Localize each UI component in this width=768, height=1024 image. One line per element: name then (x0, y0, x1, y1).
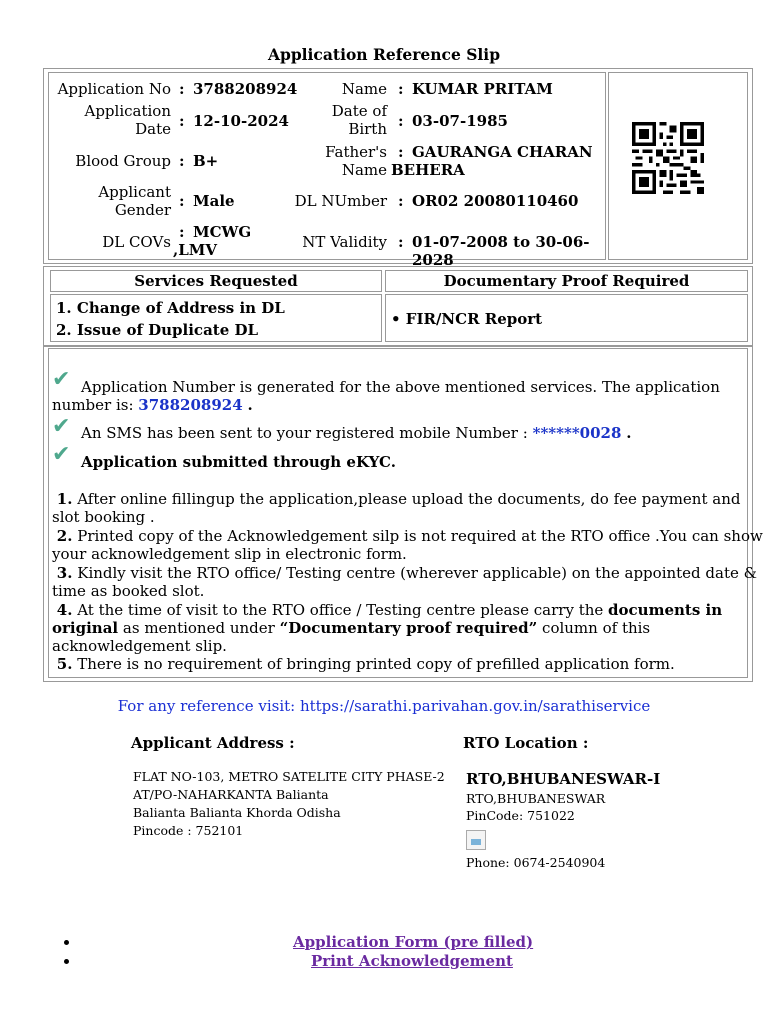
application-date-label-2: Date (135, 120, 171, 138)
note-4: 4. At the time of visit to the RTO office / Testing centre please carry the documents in (56, 601, 723, 619)
gender-value: Male (193, 192, 235, 210)
colon: : (179, 80, 185, 98)
blood-group-value: B+ (193, 152, 219, 170)
colon: : (398, 80, 404, 98)
note-2: 2. Printed copy of the Acknowledgement silp is not required at the RTO office .You can show (56, 527, 763, 545)
dob-label-1: Date of (331, 102, 387, 120)
application-no-label: Application No (57, 80, 171, 98)
father-label-1: Father's (325, 143, 387, 161)
dob-label-2: Birth (348, 120, 387, 138)
note-5: 5. There is no requirement of bringing printed copy of prefilled application form. (56, 655, 675, 673)
reference-url-text: For any reference visit: https://sarathi.parivahan.gov.in/sarathiservice (117, 697, 651, 715)
note-check-1a: Application Number is generated for the above mentioned services. The application (81, 378, 720, 396)
services-requested-header: Services Requested (50, 270, 382, 292)
colon: : (398, 143, 404, 161)
list-bullet (64, 959, 69, 964)
applicant-address-heading: Applicant Address : (131, 734, 295, 752)
qr-code-icon (632, 122, 704, 194)
application-date-label-1: Application (84, 102, 171, 120)
rto-pincode: PinCode: 751022 (466, 808, 575, 823)
list-bullet (64, 940, 69, 945)
service-item: 1. Change of Address in DL (56, 299, 285, 317)
proof-list (385, 294, 748, 342)
address-line-1: FLAT NO-103, METRO SATELITE CITY PHASE-2 (133, 769, 445, 784)
rto-line-1: RTO,BHUBANESWAR (466, 791, 606, 806)
name-label: Name (341, 80, 387, 98)
checkmark-icon: ✔ (52, 414, 71, 439)
dob-value: 03-07-1985 (412, 112, 508, 130)
dl-covs-value-1: MCWG (193, 223, 252, 241)
documentary-proof-header: Documentary Proof Required (385, 270, 748, 292)
applicant-info-grid (48, 72, 606, 269)
note-check-2: An SMS has been sent to your registered mobile Number : ******0028 . (81, 424, 632, 442)
address-line-2: AT/PO-NAHARKANTA Balianta (133, 787, 329, 802)
note-2b: your acknowledgement slip in electronic form. (52, 545, 407, 563)
note-check-3: Application submitted through eKYC. (81, 453, 396, 471)
note-4c: acknowledgement slip. (52, 637, 227, 655)
father-value-1: GAURANGA CHARAN (412, 143, 593, 161)
rto-name: RTO,BHUBANESWAR-I (466, 770, 661, 788)
application-number-highlight: 3788208924 (138, 396, 243, 414)
father-value-2: BEHERA (391, 161, 465, 179)
checkmark-icon: ✔ (52, 442, 71, 467)
dl-covs-value-2: ,LMV (173, 241, 218, 259)
nt-validity-value: 01-07-2008 to 30-06-2028 (412, 233, 590, 269)
note-1b: slot booking . (52, 508, 155, 526)
note-4b: original as mentioned under “Documentary proof required” column of this (52, 619, 651, 637)
services-box (43, 266, 753, 346)
colon: : (398, 112, 404, 130)
rto-phone: Phone: 0674-2540904 (466, 855, 606, 870)
applicant-info-box (43, 68, 753, 269)
services-list (50, 294, 382, 342)
dl-number-label: DL NUmber (294, 192, 387, 210)
colon: : (398, 192, 404, 210)
dl-number-value: OR02 20080110460 (412, 192, 579, 210)
application-form-link[interactable]: Application Form (pre filled) (293, 933, 534, 951)
colon: : (179, 152, 185, 170)
proof-item: • FIR/NCR Report (391, 310, 543, 328)
address-line-3: Balianta Balianta Khorda Odisha (133, 805, 341, 820)
gender-label-1: Applicant (98, 183, 171, 201)
colon: : (179, 112, 185, 130)
gender-label-2: Gender (114, 201, 171, 219)
notes-inner (48, 348, 763, 678)
note-3: 3. Kindly visit the RTO office/ Testing centre (wherever applicable) on the appointed date & (56, 564, 757, 582)
name-value: KUMAR PRITAM (412, 80, 553, 98)
colon: : (179, 192, 185, 210)
application-date-value: 12-10-2024 (193, 112, 289, 130)
mobile-number-highlight: ******0028 (532, 424, 622, 442)
nt-validity-label: NT Validity (302, 233, 387, 251)
page-title: Application Reference Slip (267, 45, 501, 64)
note-check-1b: number is: 3788208924 . (52, 396, 253, 414)
rto-location-heading: RTO Location : (463, 734, 589, 752)
qr-cell (608, 72, 748, 260)
dl-covs-label: DL COVs (102, 233, 171, 251)
checkmark-icon: ✔ (52, 367, 71, 392)
print-acknowledgement-link[interactable]: Print Acknowledgement (311, 952, 513, 970)
blood-group-label: Blood Group (75, 152, 171, 170)
colon: : (179, 223, 185, 241)
father-label-2: Name (341, 161, 387, 179)
address-pincode: Pincode : 752101 (133, 823, 244, 838)
application-no-value: 3788208924 (193, 80, 298, 98)
note-3b: time as booked slot. (52, 582, 205, 600)
colon: : (398, 233, 404, 251)
broken-image-icon (466, 830, 486, 850)
service-item: 2. Issue of Duplicate DL (56, 321, 259, 339)
note-1: 1. After online fillingup the application,please upload the documents, do fee payment and (56, 490, 741, 508)
notes-box (43, 346, 763, 682)
